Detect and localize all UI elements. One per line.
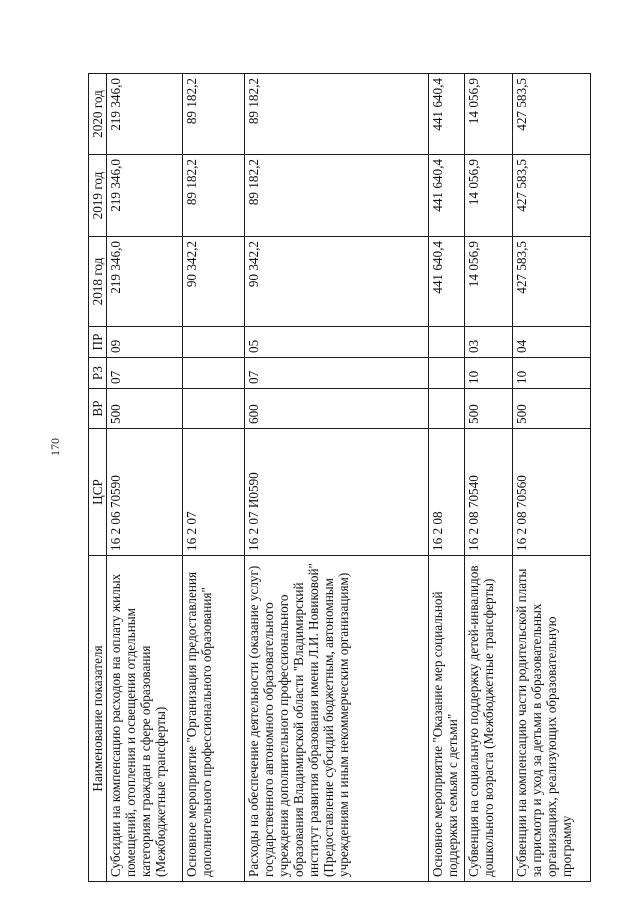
row-rz: 07 (107, 358, 183, 389)
table-row (429, 74, 465, 882)
row-pr: 09 (107, 327, 183, 358)
row-vr: 600 (245, 389, 429, 429)
row-2019: 427 583,5 (513, 155, 591, 237)
budget-table (88, 73, 591, 882)
table-row (107, 74, 183, 882)
row-vr: 500 (107, 389, 183, 429)
table-header-row (89, 74, 107, 882)
row-csr: 16 2 06 70590 (107, 429, 183, 556)
row-name: Основное мероприятие "Оказание мер социальной поддержки семьям с детьми" (429, 556, 465, 882)
row-2020: 219 346,0 (107, 74, 183, 155)
header-vr: ВР (89, 389, 107, 429)
header-2019: 2019 год (89, 155, 107, 237)
row-2018: 90 342,2 (183, 237, 245, 327)
row-csr: 16 2 07 И0590 (245, 429, 429, 556)
row-csr: 16 2 08 70560 (513, 429, 591, 556)
row-name: Субвенция на социальную поддержку детей-инвалидов дошкольного возраста (Межбюджетные трансферты) (465, 556, 513, 882)
row-vr: 500 (465, 389, 513, 429)
row-2020: 89 182,2 (245, 74, 429, 155)
row-vr (183, 389, 245, 429)
header-2018: 2018 год (89, 237, 107, 327)
page-number: 170 (48, 438, 62, 456)
row-2019: 89 182,2 (183, 155, 245, 237)
row-pr: 04 (513, 327, 591, 358)
row-csr: 16 2 07 (183, 429, 245, 556)
row-rz: 10 (513, 358, 591, 389)
row-rz (429, 358, 465, 389)
row-rz: 07 (245, 358, 429, 389)
table-row (513, 74, 591, 882)
rotated-table-container (88, 74, 572, 882)
row-2018: 90 342,2 (245, 237, 429, 327)
row-2018: 14 056,9 (465, 237, 513, 327)
row-2020: 89 182,2 (183, 74, 245, 155)
table-row (245, 74, 429, 882)
row-name: Субвенции на компенсацию части родительской платы за присмотр и уход за детьми в образовательных организациях, реализующих образовательную программу (513, 556, 591, 882)
row-2019: 14 056,9 (465, 155, 513, 237)
row-pr: 03 (465, 327, 513, 358)
row-2019: 441 640,4 (429, 155, 465, 237)
header-pr: ПР (89, 327, 107, 358)
row-2020: 441 640,4 (429, 74, 465, 155)
row-name: Субсидии на компенсацию расходов на оплату жилых помещений, отопления и освещения отдельным категориям граждан в сфере образования (Межбюджетные трансферты) (107, 556, 183, 882)
row-csr: 16 2 08 70540 (465, 429, 513, 556)
row-csr: 16 2 08 (429, 429, 465, 556)
table-row (465, 74, 513, 882)
row-rz (183, 358, 245, 389)
row-2020: 427 583,5 (513, 74, 591, 155)
table-row (183, 74, 245, 882)
row-name: Расходы на обеспечение деятельности (оказание услуг) государственного автономного образовательного учреждения дополнительного профессионального образования Владимирской области "Владимирский институт развития образования имени Л.И. Новиковой" (Предоставление субсидий бюджетным, автономным учреждениям и иным некоммерческим организациям) (245, 556, 429, 882)
header-csr: ЦСР (89, 429, 107, 556)
row-pr (429, 327, 465, 358)
row-rz: 10 (465, 358, 513, 389)
row-2018: 219 346,0 (107, 237, 183, 327)
row-2020: 14 056,9 (465, 74, 513, 155)
header-name: Наименование показателя (89, 556, 107, 882)
row-2019: 219 346,0 (107, 155, 183, 237)
row-2018: 427 583,5 (513, 237, 591, 327)
row-vr: 500 (513, 389, 591, 429)
row-2018: 441 640,4 (429, 237, 465, 327)
row-pr: 05 (245, 327, 429, 358)
header-rz: РЗ (89, 358, 107, 389)
row-pr (183, 327, 245, 358)
row-name: Основное мероприятие "Организация предоставления дополнительного профессионального образования" (183, 556, 245, 882)
row-2019: 89 182,2 (245, 155, 429, 237)
header-2020: 2020 год (89, 74, 107, 155)
row-vr (429, 389, 465, 429)
